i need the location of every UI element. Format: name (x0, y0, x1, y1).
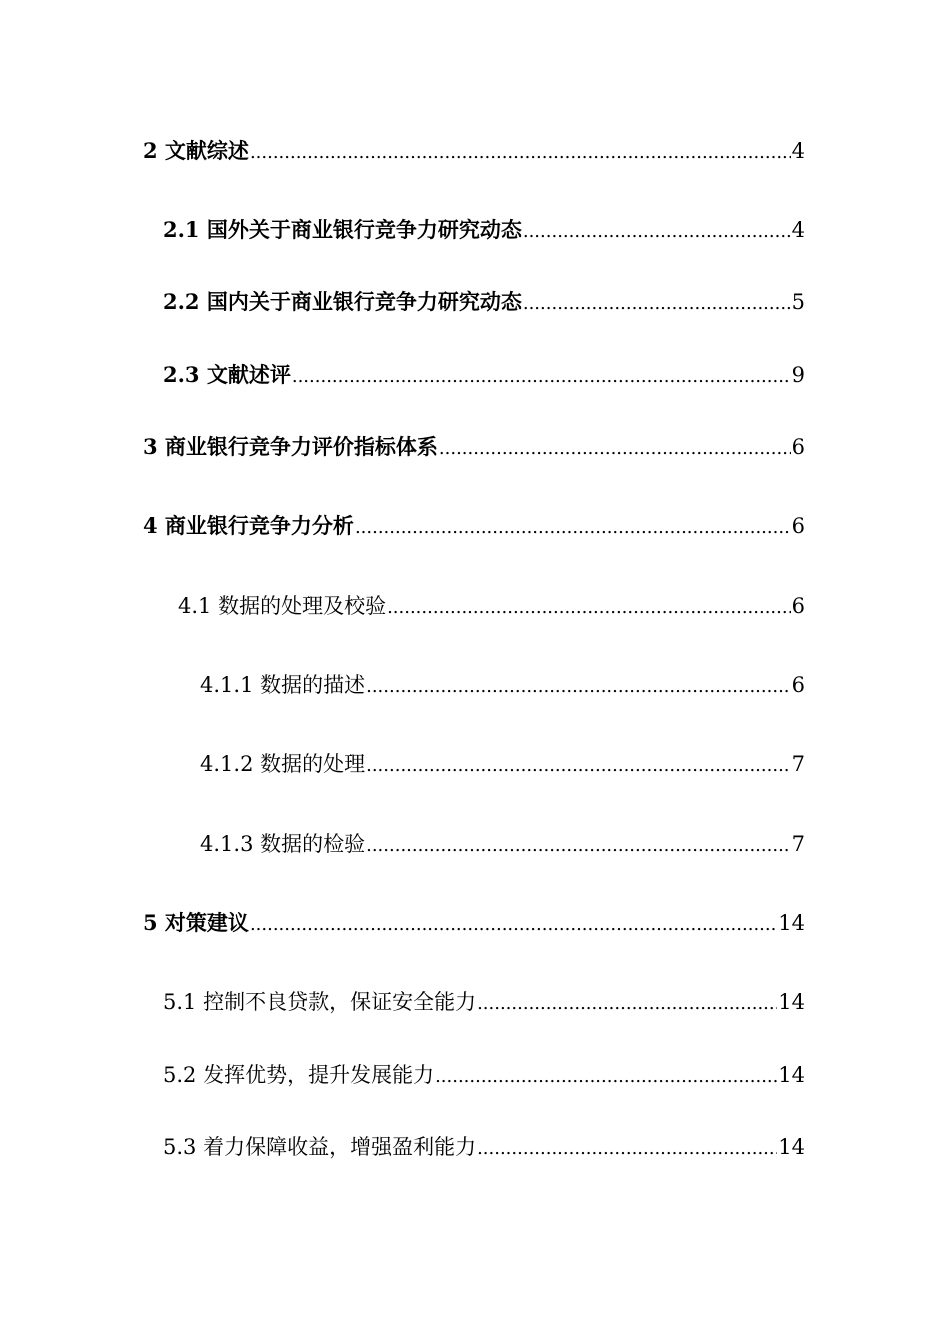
toc-page-number: 4 (791, 218, 805, 242)
toc-dot-leader (523, 290, 791, 318)
toc-entry-title: 5 对策建议 (143, 910, 249, 935)
toc-entry-5-1[interactable] (163, 988, 805, 1016)
toc-dot-leader (250, 139, 791, 167)
toc-entry-title: 2 文献综述 (143, 138, 249, 163)
toc-entry-title: 2.1 国外关于商业银行竞争力研究动态 (163, 217, 522, 242)
toc-page-number: 6 (791, 673, 805, 697)
toc-page-number: 4 (791, 139, 805, 163)
toc-dot-leader (250, 911, 777, 939)
toc-entry-3[interactable] (143, 433, 805, 461)
toc-page-number: 7 (791, 752, 805, 776)
toc-page-number: 14 (778, 990, 805, 1014)
toc-page-number: 7 (791, 832, 805, 856)
toc-entry-title: 5.1 控制不良贷款，保证安全能力 (163, 990, 477, 1014)
toc-entry-title: 4.1 数据的处理及校验 (178, 594, 387, 618)
toc-dot-leader (366, 673, 791, 701)
toc-page-number: 6 (791, 435, 805, 459)
toc-entry-title: 3 商业银行竞争力评价指标体系 (143, 434, 438, 459)
toc-dot-leader (366, 752, 791, 780)
toc-page-number: 9 (791, 363, 805, 387)
toc-entry-5-2[interactable] (163, 1061, 805, 1089)
toc-dot-leader (435, 1063, 777, 1091)
toc-dot-leader (523, 218, 791, 246)
toc-entry-2-3[interactable] (163, 361, 805, 389)
toc-entry-2[interactable] (143, 137, 805, 165)
toc-entry-title: 2.2 国内关于商业银行竞争力研究动态 (163, 289, 522, 314)
toc-entry-4-1-1[interactable] (200, 671, 805, 699)
toc-page-number: 6 (791, 594, 805, 618)
toc-entry-title: 5.2 发挥优势，提升发展能力 (163, 1063, 435, 1087)
toc-entry-title: 4.1.1 数据的描述 (200, 673, 366, 697)
toc-dot-leader (387, 594, 791, 622)
toc-entry-title: 2.3 文献述评 (163, 362, 291, 387)
toc-dot-leader (292, 363, 791, 391)
toc-page-number: 5 (791, 290, 805, 314)
toc-page-number: 6 (791, 514, 805, 538)
toc-entry-4-1[interactable] (178, 592, 805, 620)
toc-dot-leader (477, 990, 777, 1018)
toc-entry-4[interactable] (143, 512, 805, 540)
toc-entry-title: 4.1.3 数据的检验 (200, 832, 366, 856)
toc-dot-leader (366, 832, 791, 860)
toc-entry-5-3[interactable] (163, 1133, 805, 1161)
toc-entry-2-2[interactable] (163, 288, 805, 316)
toc-entry-4-1-2[interactable] (200, 750, 805, 778)
toc-entry-4-1-3[interactable] (200, 830, 805, 858)
toc-dot-leader (477, 1135, 777, 1163)
toc-page-number: 14 (778, 1135, 805, 1159)
toc-page-number: 14 (778, 1063, 805, 1087)
toc-entry-5[interactable] (143, 909, 805, 937)
toc-entry-title: 4.1.2 数据的处理 (200, 752, 366, 776)
toc-entry-title: 5.3 着力保障收益，增强盈利能力 (163, 1135, 477, 1159)
toc-page-number: 14 (778, 911, 805, 935)
toc-dot-leader (355, 514, 791, 542)
toc-dot-leader (439, 435, 791, 463)
toc-entry-title: 4 商业银行竞争力分析 (143, 513, 354, 538)
toc-entry-2-1[interactable] (163, 216, 805, 244)
